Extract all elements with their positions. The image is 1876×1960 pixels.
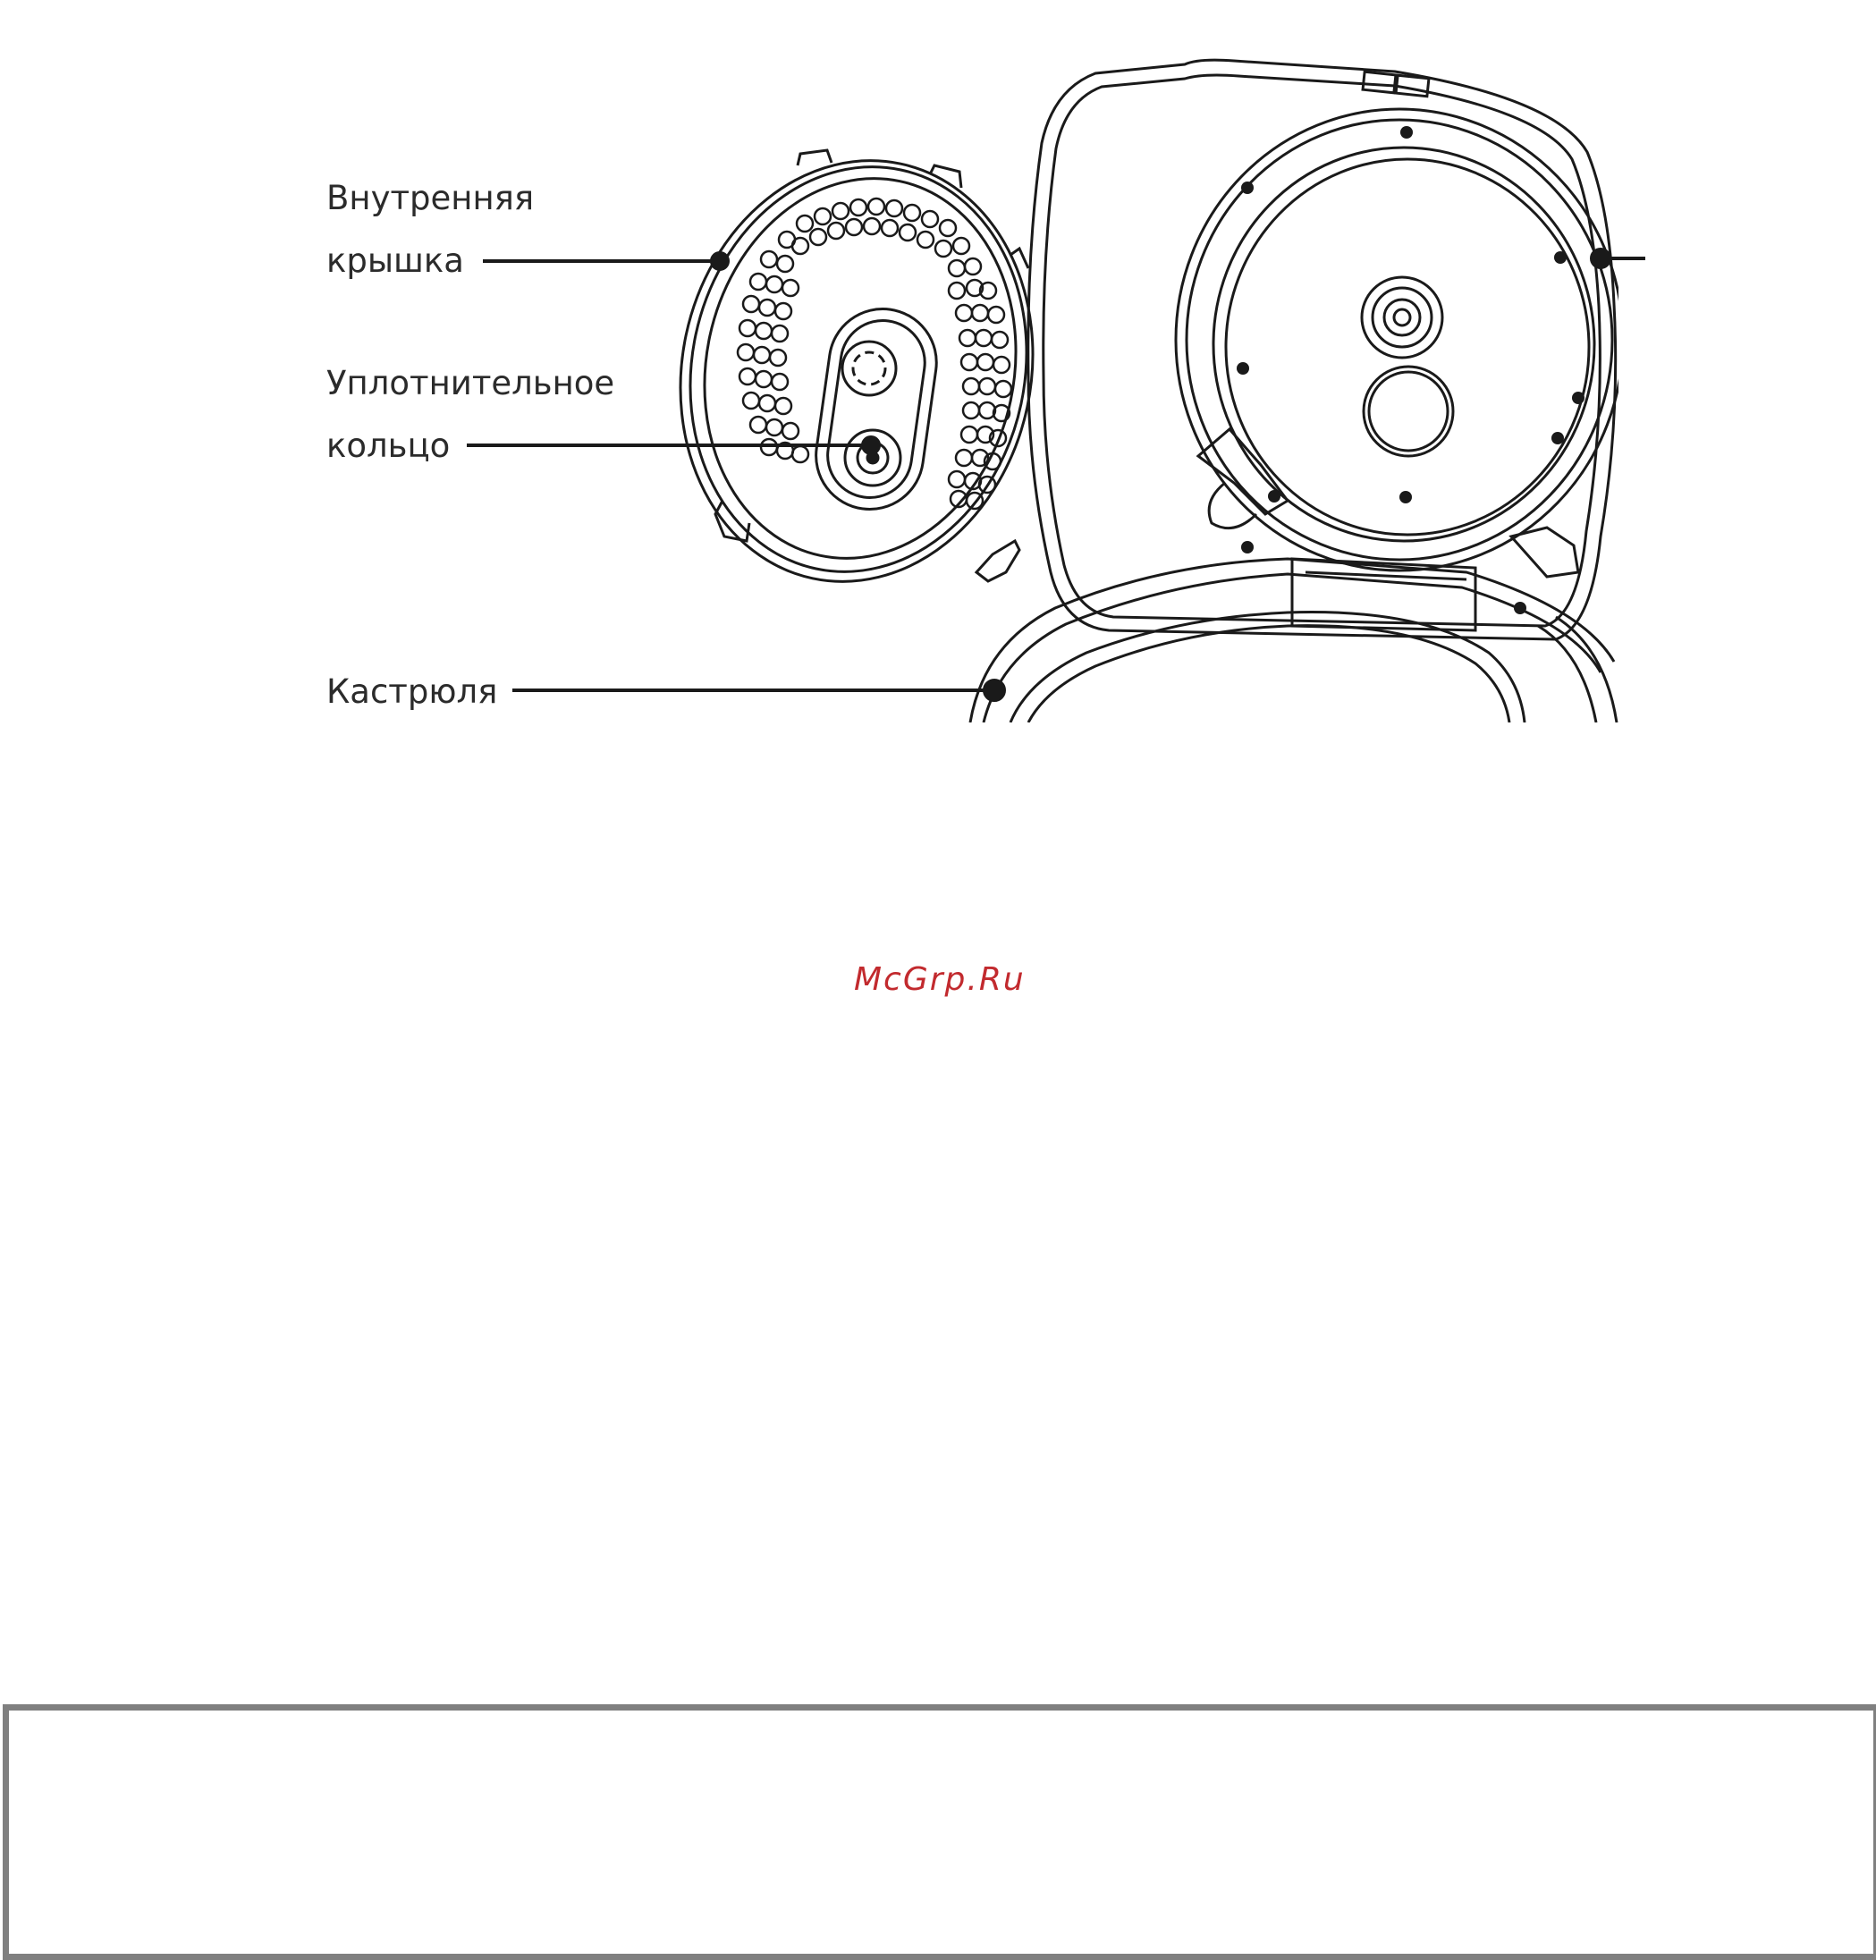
- seal-ring-label-line2: кольцо: [326, 427, 451, 465]
- inner-lid-drawing: [642, 128, 1071, 615]
- rice-cooker-illustration: [0, 0, 1876, 724]
- open-cooker-drawing: [970, 60, 1623, 722]
- inner-lid-label-line2: крышка: [326, 241, 464, 280]
- pot-label: Кастрюля: [326, 672, 498, 711]
- footer-box: [3, 1704, 1876, 1960]
- inner-lid-label-line1: Внутренняя: [326, 179, 535, 217]
- watermark-text: McGrp.Ru: [854, 961, 1026, 998]
- leader-lines: [467, 249, 1645, 700]
- seal-ring-label-line1: Уплотнительное: [326, 364, 615, 402]
